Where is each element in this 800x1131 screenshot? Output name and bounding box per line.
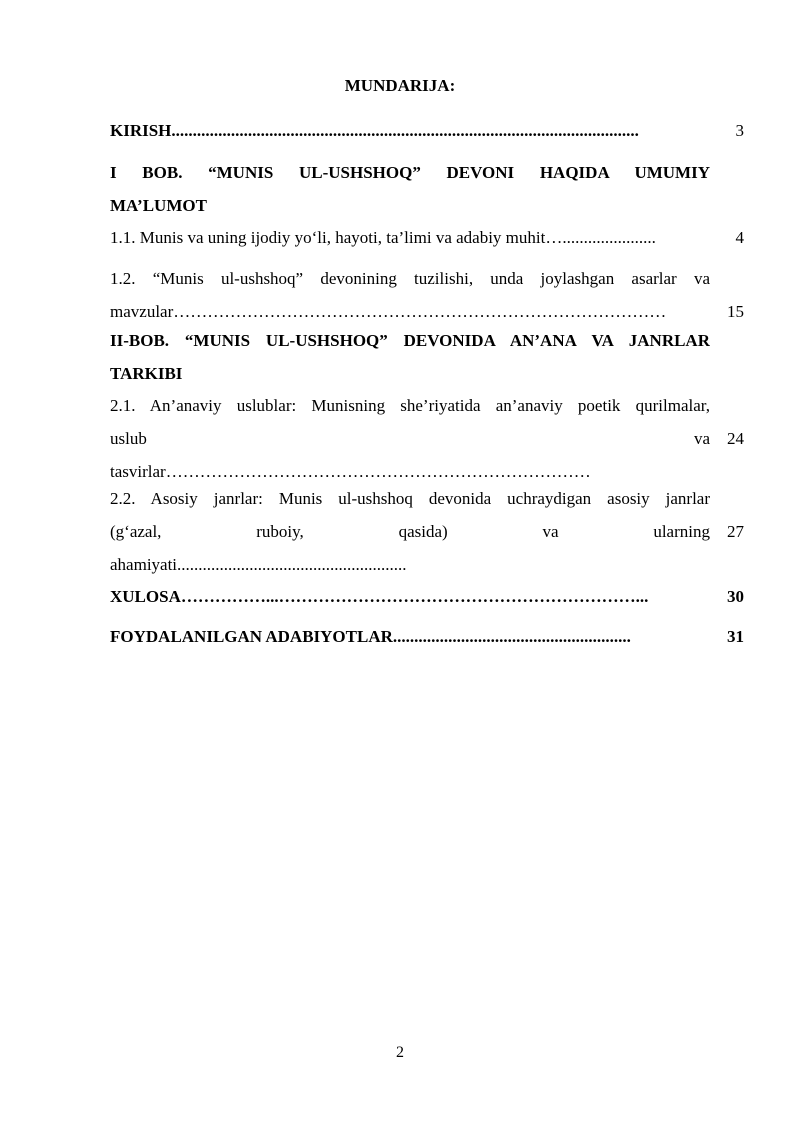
chapter-title-line2: MA’LUMOT — [110, 196, 207, 215]
toc-entry-line2: (g‘azal, ruboiy, qasida) va ularning — [110, 522, 710, 541]
chapter-title-line2: TARKIBI — [110, 364, 183, 383]
toc-entry-references — [110, 620, 750, 653]
toc-entry-line2: mavzular…………………………………………………………………………… — [110, 302, 667, 321]
page-number: 2 — [396, 1044, 404, 1061]
toc-chapter-1 — [110, 156, 750, 222]
toc-entry-line2: uslub va — [110, 429, 710, 448]
toc-page-number: 31 — [727, 627, 744, 646]
toc-page-number: 24 — [727, 429, 744, 448]
chapter-title-line1: II-BOB. “MUNIS UL-USHSHOQ” DEVONIDA AN’ANA VA JANRLAR — [110, 331, 710, 350]
toc-entry-line1: 1.2. “Munis ul-ushshoq” devonining tuzilishi, unda joylashgan asarlar va — [110, 269, 710, 288]
toc-page-number: 4 — [735, 228, 744, 247]
toc-entry-1-1 — [110, 221, 750, 254]
chapter-title-line1: I BOB. “MUNIS UL-USHSHOQ” DEVONI HAQIDA UMUMIY — [110, 163, 710, 182]
toc-chapter-2 — [110, 324, 750, 390]
toc-entry-2-2 — [110, 482, 750, 581]
toc-entry-line1: 2.1. An’anaviy uslublar: Munisning she’riyatida an’anaviy poetik qurilmalar, — [110, 396, 710, 415]
toc-page-number: 30 — [727, 587, 744, 606]
toc-entry-text: KIRISH.............................................................................................................. — [110, 121, 639, 140]
toc-entry-line1: 2.2. Asosiy janrlar: Munis ul-ushshoq devonida uchraydigan asosiy janrlar — [110, 489, 710, 508]
toc-entry-line3: ahamiyati...................................................... — [110, 555, 407, 574]
toc-page-number: 3 — [735, 121, 744, 140]
toc-entry-xulosa — [110, 580, 750, 613]
toc-title: MUNDARIJA: — [344, 76, 456, 95]
toc-page-number: 15 — [727, 302, 744, 321]
toc-entry-1-2 — [110, 262, 750, 328]
toc-page-number: 27 — [727, 522, 744, 541]
toc-entry-text: XULOSA……………...………………………………………………………... — [110, 587, 649, 606]
toc-entry-line3: tasvirlar………………………………………………………………… — [110, 462, 591, 481]
toc-entry-text: 1.1. Munis va uning ijodiy yo‘li, hayoti, ta’limi va adabiy muhit…...................... — [110, 228, 656, 247]
toc-entry-kirish — [110, 114, 750, 147]
toc-entry-2-1 — [110, 389, 750, 488]
toc-entry-text: FOYDALANILGAN ADABIYOTLAR........................................................ — [110, 627, 631, 646]
